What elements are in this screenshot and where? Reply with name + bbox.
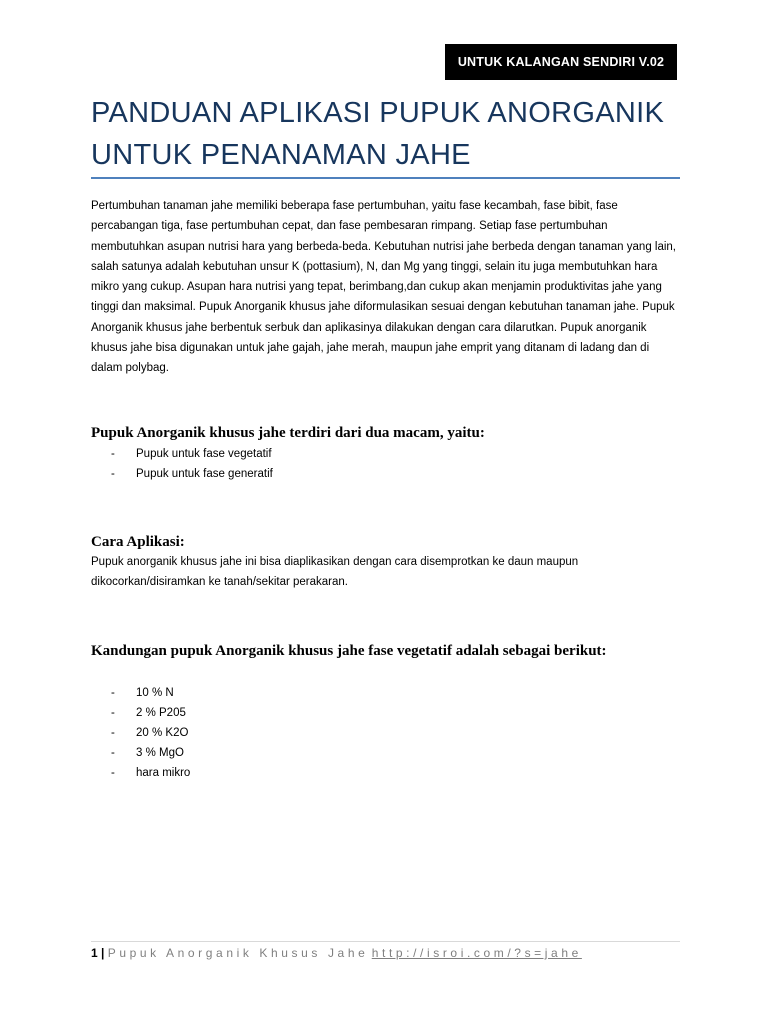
title-line-2: UNTUK PENANAMAN JAHE	[91, 139, 471, 171]
list-item	[111, 683, 190, 703]
list-item-text: 20 % K2O	[136, 727, 189, 739]
list-item-text: 2 % P205	[136, 707, 186, 719]
page-number: 1	[91, 946, 98, 960]
document-badge: UNTUK KALANGAN SENDIRI V.02	[445, 44, 677, 80]
list-item-text: Pupuk untuk fase vegetatif	[136, 448, 272, 460]
types-heading: Pupuk Anorganik khusus jahe terdiri dari dua macam, yaitu:	[91, 425, 485, 441]
bullet-dash: -	[111, 468, 115, 480]
list-item-text: Pupuk untuk fase generatif	[136, 468, 273, 480]
title-line-1: PANDUAN APLIKASI PUPUK ANORGANIK	[91, 97, 665, 129]
bullet-dash: -	[111, 727, 115, 739]
footer-divider	[91, 941, 680, 942]
list-item	[111, 703, 190, 723]
list-item	[111, 723, 190, 743]
list-item	[111, 763, 190, 783]
bullet-dash: -	[111, 707, 115, 719]
list-item	[111, 464, 273, 484]
document-title	[91, 92, 691, 176]
footer-title: Pupuk Anorganik Khusus Jahe	[107, 946, 369, 960]
types-list	[111, 444, 273, 484]
footer-separator: |	[101, 946, 105, 960]
page-footer	[91, 944, 691, 962]
list-item	[111, 444, 273, 464]
footer-link[interactable]: http://isroi.com/?s=jahe	[371, 946, 582, 960]
list-item-text: hara mikro	[136, 767, 191, 779]
application-text: Pupuk anorganik khusus jahe ini bisa diaplikasikan dengan cara disemprotkan ke daun maupun dikocorkan/disiramkan ke tanah/sekitar perakaran.	[91, 556, 579, 588]
bullet-dash: -	[111, 767, 115, 779]
bullet-dash: -	[111, 448, 115, 460]
intro-paragraph: Pertumbuhan tanaman jahe memiliki beberapa fase pertumbuhan, yaitu fase kecambah, fase bibit, fase percabangan tiga, fase pertumbuhan cepat, dan fase pembesaran rimpang. Setiap fase pertumbuhan membutuhkan asupan nutrisi hara yang berbeda-beda. Kebutuhan nutrisi jahe berbeda dengan tanaman yang lain, salah satunya adalah kebutuhan unsur K (pottasium), N, dan Mg yang tinggi, selain itu juga membutuhkan hara mikro yang cukup. Asupan hara nutrisi yang tepat, berimbang,dan cukup akan menjamin produktivitas jahe yang tinggi dan maksimal. Pupuk Anorganik khusus jahe diformulasikan sesuai dengan kebutuhan tanaman jahe. Pupuk Anorganik khusus jahe berbentuk serbuk dan aplikasinya dilakukan dengan cara dilarutkan. Pupuk anorganik khusus jahe bisa digunakan untuk jahe gajah, jahe merah, maupun jahe emprit yang ditanam di ladang dan di dalam polybag.	[91, 200, 677, 375]
list-item	[111, 743, 190, 763]
bullet-dash: -	[111, 747, 115, 759]
title-underline	[91, 177, 680, 179]
list-item-text: 3 % MgO	[136, 747, 184, 759]
bullet-dash: -	[111, 687, 115, 699]
composition-heading: Kandungan pupuk Anorganik khusus jahe fase vegetatif adalah sebagai berikut:	[91, 643, 607, 659]
application-heading: Cara Aplikasi:	[91, 534, 185, 550]
list-item-text: 10 % N	[136, 687, 174, 699]
composition-list	[111, 683, 190, 783]
